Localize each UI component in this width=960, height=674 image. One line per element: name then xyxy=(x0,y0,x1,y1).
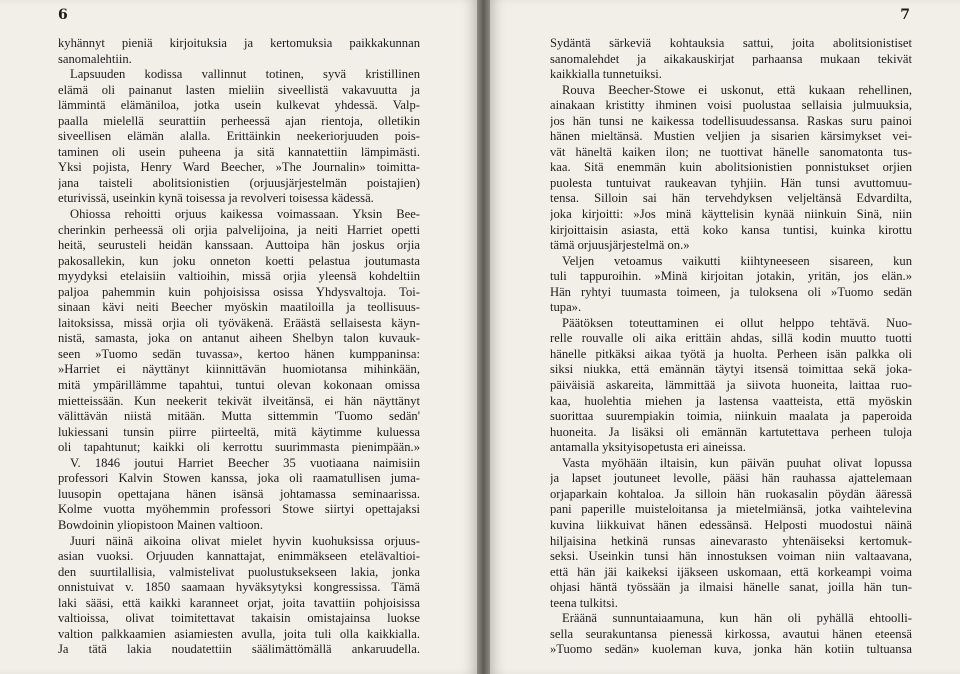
text-line: hiljaisina hetkinä runsas ainevarasto yhtenäiseksi kertomuk- xyxy=(550,533,912,548)
left-page xyxy=(0,0,477,674)
page-number-left: 6 xyxy=(58,7,68,23)
text-line: relle rouvalle oli aika erittäin ahdas, sillä kodin muutto tuotti xyxy=(550,331,912,346)
text-line: paljoa pahemmin kuin pohjoisissa osissa Yhdysvaltoja. Toi- xyxy=(58,284,420,299)
text-line: eturivissä, useinkin kynä toisessa ja revolveri toisessa kädessä. xyxy=(58,191,374,206)
text-line: Veljen vetoamus vaikutti kiihtyneeseen sisareen, kun xyxy=(562,253,912,268)
text-line: jana taisteli abolitsionistien (orjuusjärjestelmän poistajien) xyxy=(58,175,420,190)
text-line: seksi. Useinkin tunsi hän innostuksen voiman niin valtaavana, xyxy=(550,549,912,564)
text-line: että hän jäi kaikeksi ijäkseen uskomaan, että korkeampi voima xyxy=(550,564,912,579)
text-line: heitä, seurusteli heidän kanssaan. Auttoipa hän joskus orjia xyxy=(58,238,420,253)
text-line: ohjasi häntä työssään ja ilmaisi hänelle sanat, joilla hän tun- xyxy=(550,580,912,595)
text-line: antamalla yksityisopetusta eri aineissa. xyxy=(550,440,746,455)
text-line: tupa». xyxy=(550,300,582,315)
text-line: pakosallekin, kun joku onneton koetti pelastua joutumasta xyxy=(58,253,420,268)
text-line: Vasta myöhään iltaisin, kun päivän puuhat olivat lopussa xyxy=(562,455,912,470)
text-line: lukiessani tunsin piirre piirteeltä, mitä käytimme kuluessa xyxy=(58,424,420,439)
text-line: sanomalehtiin. xyxy=(58,51,132,66)
text-line: den suurtilallisia, valmistelivat puolustuksekseen lakia, jonka xyxy=(58,564,420,579)
text-line: elämä oli painanut lasten mieliin siveellistä vakavuutta ja xyxy=(58,82,420,97)
text-line: cherinkin perheessä oli orjia palvelijoina, ja neiti Harriet opetti xyxy=(58,222,420,237)
text-line: Eräänä sunnuntaiaamuna, kun hän oli pyhällä ehtoolli- xyxy=(562,611,912,626)
text-line: huoneita. Ja lisäksi oli emännän kartutettava perheen tuloja xyxy=(550,424,912,439)
text-line: ainakaan kristitty ihminen voisi puolustaa sellaisia julmuuksia, xyxy=(550,98,912,113)
text-line: Rouva Beecher-Stowe ei uskonut, että kukaan rehellinen, xyxy=(562,82,912,97)
text-line: Ohiossa rehoitti orjuus kaikessa voimassaan. Yksin Bee- xyxy=(70,207,420,222)
text-line: paalla mielellä seurattiin perheessä ajan rientoja, olletikin xyxy=(58,113,420,128)
text-line: laki sääsi, että kaikki karanneet orjat, joita tavattiin pohjoisissa xyxy=(58,595,420,610)
text-line: seen »Tuomo sedän tuvassa», kertoo hänen kumppaninsa: xyxy=(58,346,420,361)
text-line: Lapsuuden kodissa vallinnut totinen, syvä kristillinen xyxy=(70,67,420,82)
text-line: Bowdoinin yliopistoon Mainen valtioon. xyxy=(58,517,263,532)
text-line: tuli tappuroihin. »Minä kirjoitan jotakin, yritän, jos elän.» xyxy=(550,269,912,284)
text-line: vät häneltä kaiken ilon; ne tuottivat hänelle sanomatonta tus- xyxy=(550,144,912,159)
text-line: sinaan kävi neiti Beecher myöskin maatiloilla ja teollisuus- xyxy=(58,300,420,315)
text-line: Sydäntä särkeviä kohtauksia sattui, joita abolitsionistiset xyxy=(550,36,912,50)
text-line: pani paperille muisteloitansa ja mietelmiänsä, jotka vaihtelevina xyxy=(550,502,912,517)
text-line: lämmintä elämäniloa, jotka usein kulkevat yhdessä. Valp- xyxy=(58,98,420,113)
text-line: puolesta tuntuivat raukeavan tyhjiin. Hän tunsi avuttomuu- xyxy=(550,175,912,190)
text-line: orjaparkain kohtaloa. Ja silloin hän ruokasalin pöydän ääressä xyxy=(550,486,912,501)
text-line: hänen mieltänsä. Mustien veljien ja sisarien kärsimykset vei- xyxy=(550,129,912,144)
text-line: tämä orjuusjärjestelmä on.» xyxy=(550,238,690,253)
text-line: kirjoittaisin asiasta, että koko kansa tuntisi, kuinka kirottu xyxy=(550,222,912,237)
text-line: välittävän niistä mitään. Mutta sittemmin 'Tuomo sedän' xyxy=(58,409,420,424)
page-number-right: 7 xyxy=(900,7,910,23)
text-line: hänelle pitkäksi aikaa työtä ja huolta. Perheen isän palkka oli xyxy=(550,346,912,361)
text-line: taminen oli usein puheena ja sitä kannatettiin lämpimästi. xyxy=(58,144,420,159)
text-line: professori Kalvin Stowen kanssa, joka oli raamatullisen juma- xyxy=(58,471,420,486)
text-line: »Tuomo sedän» kuoleman kuva, jonka hän kotiin tultuansa xyxy=(550,642,912,657)
right-page xyxy=(490,0,960,674)
text-line: nistä, samasta, joka on antanut aiheen Shelbyn talon kuvauk- xyxy=(58,331,420,346)
text-line: ja lapset joutuneet levolle, pääsi hän rauhassa ajattelemaan xyxy=(550,471,912,486)
text-line: laitoksissa, missä orjia oli työväkenä. Eräästä sellaisesta käyn- xyxy=(58,315,420,330)
text-line: Kolme vuotta myöhemmin professori Stowe siirtyi opettajaksi xyxy=(58,502,420,517)
text-line: oli tapahtunut; kaikki oli kerrottu suurimmasta pienimpään.» xyxy=(58,440,420,455)
text-line: suorittaa suurempiakin toimia, niinkuin maalata ja paperoida xyxy=(550,409,912,424)
left-page-text xyxy=(58,36,420,658)
text-line: kuvina liikkuivat hänen edessänsä. Helposti muodostui näinä xyxy=(550,517,912,532)
text-line: V. 1846 joutui Harriet Beecher 35 vuotiaana naimisiin xyxy=(70,455,420,470)
text-line: sella seurakuntansa pienessä kirkossa, avautui hänen eteensä xyxy=(550,626,912,641)
text-line: sanomalehdet ja aikakauskirjat parhaansa mukaan tekivät xyxy=(550,51,912,66)
text-line: kaikkialla tunnetuiksi. xyxy=(550,67,662,82)
text-line: Juuri näinä aikoina olivat mielet hyvin kuohuksissa orjuus- xyxy=(70,533,420,548)
text-line: tensa. Silloin sai hän tervehdyksen veljeltänsä Edvardilta, xyxy=(550,191,912,206)
text-line: »Harriet ei näyttänyt kiinnittävän huomiotansa mihinkään, xyxy=(58,362,420,377)
text-line: kaa. Sitä enemmän kuin abolitsionistien ponnistukset orjien xyxy=(550,160,912,175)
text-line: myydyksi etelaisiin valtioihin, missä orjia yleensä kohdeltiin xyxy=(58,269,420,284)
text-line: mitä ympärillämme tapahtui, tuntui olevan kokonaan omissa xyxy=(58,378,420,393)
text-line: päiväisiä askareita, lämmittää ja siivota huoneita, laittaa ruo- xyxy=(550,378,912,393)
text-line: valtioissa, olivat toimitettavat takaisin omistajainsa luokse xyxy=(58,611,420,626)
text-line: mietteissään. Kun neekerit tekivät ilveitänsä, ei hän näyttänyt xyxy=(58,393,420,408)
text-line: jos hän tunsi ne kaikessa todellisuudessansa. Raskas suru painoi xyxy=(550,113,912,128)
text-line: siveellisen elämän alalla. Erittäinkin neekeriorjuuden pois- xyxy=(58,129,420,144)
text-line: teena tulkitsi. xyxy=(550,595,618,610)
text-line: valtion palkkaamien asiamiesten avulla, joita tuli olla kaikkialla. xyxy=(58,626,420,641)
text-line: Hän ryhtyi tuumasta toimeen, ja tuloksena oli »Tuomo sedän xyxy=(550,284,912,299)
text-line: kaa, huolehtia miehen ja lastensa vaatteista, että myöskin xyxy=(550,393,912,408)
text-line: onnistuivat v. 1850 saamaan hyväksytyksi kongressissa. Tämä xyxy=(58,580,420,595)
text-line: asian vuoksi. Orjuuden kannattajat, enimmäkseen etelävaltioi- xyxy=(58,549,420,564)
right-page-text xyxy=(550,36,912,658)
text-line: Ja tätä lakia noudatettiin säälimättömällä ankaruudella. xyxy=(58,642,420,657)
book-gutter xyxy=(477,0,490,674)
text-line: siksi niukka, että emännän täytyi itsensä toimittaa sekä joka- xyxy=(550,362,912,377)
text-line: Päätöksen toteuttaminen ei ollut helppo tehtävä. Nuo- xyxy=(562,315,912,330)
text-line: Yksi pojista, Henry Ward Beecher, »The Journalin» toimitta- xyxy=(58,160,420,175)
text-line: luusopin opettajana hänen isänsä johtamassa seminaarissa. xyxy=(58,486,420,501)
text-line: joka kirjoitti: »Jos minä käyttelisin kynää niinkuin Sinä, niin xyxy=(550,207,912,222)
text-line: kyhännyt pieniä kirjoituksia ja kertomuksia paikkakunnan xyxy=(58,36,420,50)
